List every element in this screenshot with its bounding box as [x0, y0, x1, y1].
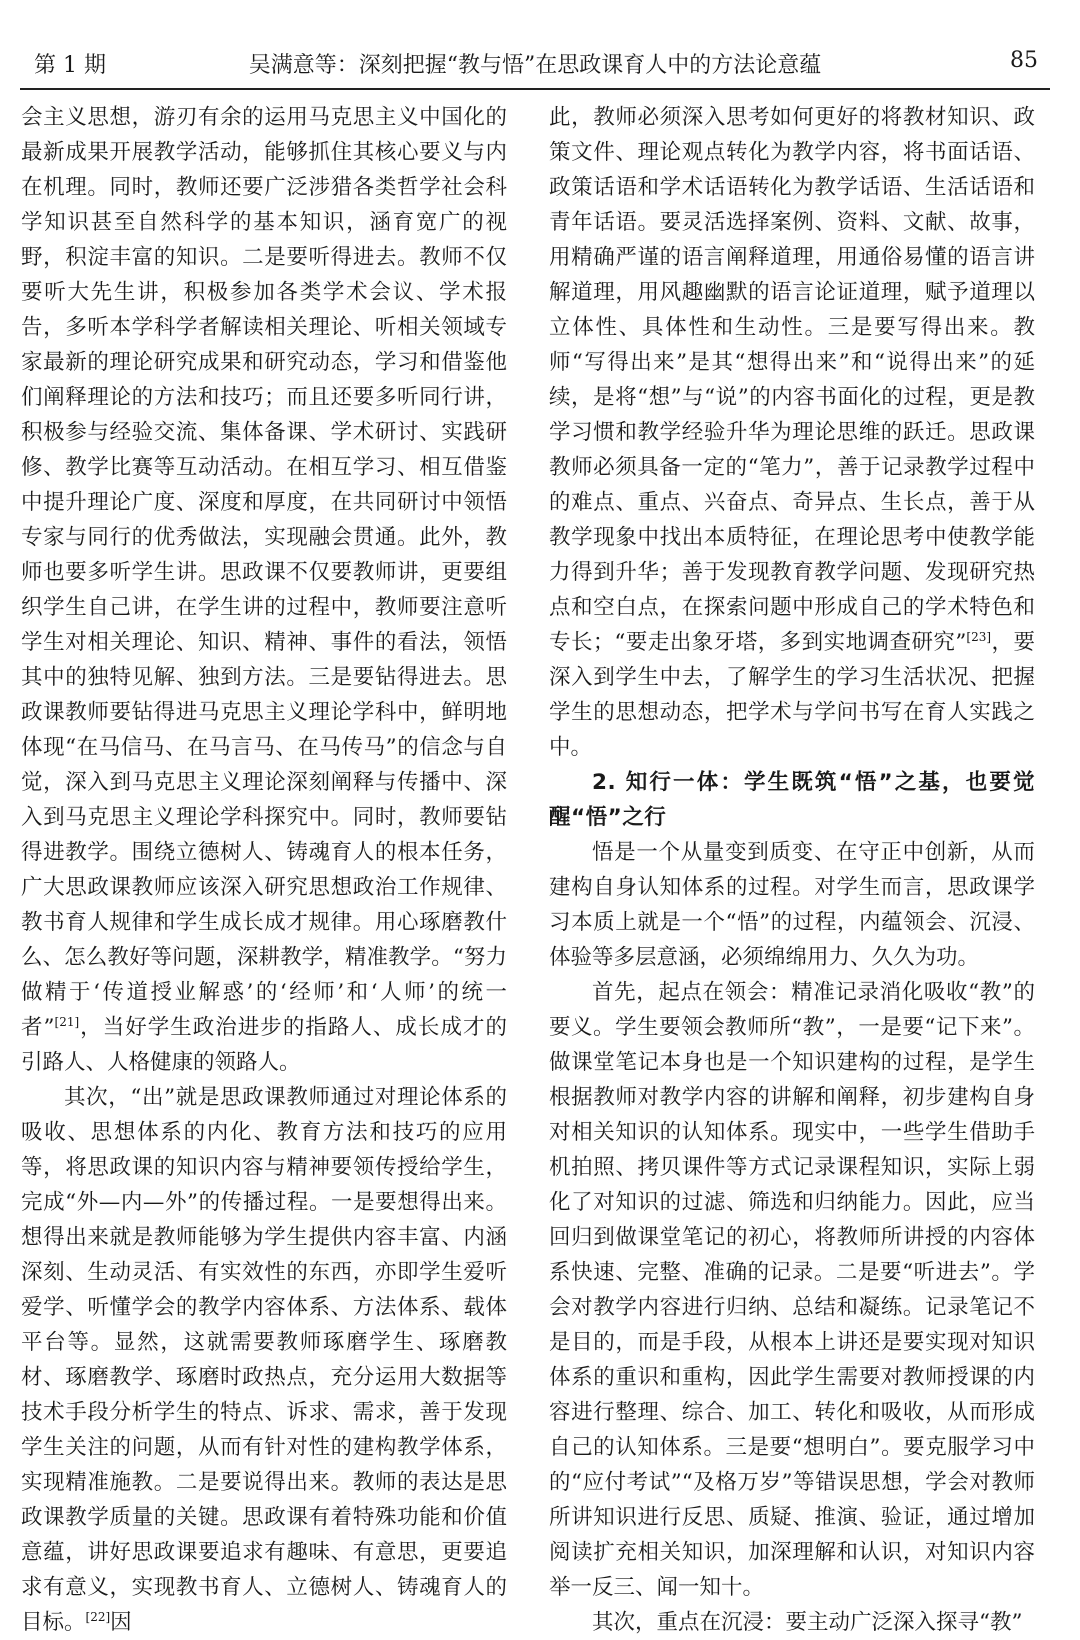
paragraph-continued — [549, 100, 1035, 765]
reference-marker: [22] — [85, 1609, 111, 1624]
paragraph: 其次，重点在沉浸：要主动广泛深入探寻“教” — [592, 1610, 1023, 1635]
running-title: 吴满意等：深刻把握“教与悟”在思政课育人中的方法论意蕴 — [248, 53, 822, 78]
page-number: 85 — [1010, 48, 1038, 73]
reference-marker: [23] — [966, 629, 992, 644]
paragraph-text: 此，教师必须深入思考如何更好的将教材知识、政策文件、理论观点转化为教学内容，将书面话语、政策话语和学术话语转化为教学话语、生活话语和青年话语。要灵活选择案例、资料、文献、故事，用精确严谨的语言阐释道理，用通俗易懂的语言讲解道理，用风趣幽默的语言论证道理，赋予道理以立体性、具体性和生动性。三是要写得出来。教师“写得出来”是其“想得出来”和“说得出来”的延续，是将“想”与“说”的内容书面化的过程，更是教学习惯和教学经验升华为理论思维的跃迁。思政课教师必须具备一定的“笔力”，善于记录教学过程中的难点、重点、兴奋点、奇异点、生长点，善于从教学现象中找出本质特征，在理论思考中使教学能力得到升华；善于发现教育教学问题、发现研究热点和空白点，在探索问题中形成自己的学术特色和专长；“要走出象牙塔，多到实地调查研究” — [549, 105, 1035, 655]
left-column — [21, 100, 507, 1635]
issue-label: 第 1 期 — [34, 53, 106, 78]
paragraph-text: 因 — [110, 1610, 132, 1635]
paragraph-text: 会主义思想，游刃有余的运用马克思主义中国化的最新成果开展教学活动，能够抓住其核心要义与内在机理。同时，教师还要广泛涉猎各类哲学社会科学知识甚至自然科学的基本知识，涵育宽广的视野，积淀丰富的知识。二是要听得进去。教师不仅要听大先生讲，积极参加各类学术会议、学术报告，多听本学科学者解读相关理论、听相关领域专家最新的理论研究成果和研究动态，学习和借鉴他们阐释理论的方法和技巧；而且还要多听同行讲，积极参与经验交流、集体备课、学术研讨、实践研修、教学比赛等互动活动。在相互学习、相互借鉴中提升理论广度、深度和厚度，在共同研讨中领悟专家与同行的优秀做法，实现融会贯通。此外，教师也要多听学生讲。思政课不仅要教师讲，更要组织学生自己讲，在学生讲的过程中，教师要注意听学生对相关理论、知识、精神、事件的看法，领悟其中的独特见解、独到方法。三是要钻得进去。思政课教师要钻得进马克思主义理论学科中，鲜明地体现“在马信马、在马言马、在马传马”的信念与自觉，深入到马克思主义理论深刻阐释与传播中、深入到马克思主义理论学科探究中。同时，教师要钻得进教学。围绕立德树人、铸魂育人的根本任务，广大思政课教师应该深入研究思想政治工作规律、教书育人规律和学生成长成才规律。用心琢磨教什么、怎么教好等问题，深耕教学，精准教学。“努力做精于‘传道授业解惑’的‘经师’和‘人师’的统一者” — [21, 105, 507, 1040]
paragraph-continued — [21, 100, 507, 1080]
paragraph-text: 其次，“出”就是思政课教师通过对理论体系的吸收、思想体系的内化、教育方法和技巧的应用等，将思政课的知识内容与精神要领传授给学生，完成“外—内—外”的传播过程。一是要想得出来。想得出来就是教师能够为学生提供内容丰富、内涵深刻、生动灵活、有实效性的东西，亦即学生爱听爱学、听懂学会的教学内容体系、方法体系、载体平台等。显然，这就需要教师琢磨学生、琢磨教材、琢磨教学、琢磨时政热点，充分运用大数据等技术手段分析学生的特点、诉求、需求，善于发现学生关注的问题，从而有针对性的建构教学体系，实现精准施教。二是要说得出来。教师的表达是思政课教学质量的关键。思政课有着特殊功能和价值意蕴，讲好思政课要追求有趣味、有意思，更要追求有意义，实现教书育人、立德树人、铸魂育人的目标。 — [21, 1085, 507, 1635]
running-header — [20, 40, 1050, 90]
right-column — [549, 100, 1035, 1635]
paragraph — [21, 1080, 507, 1640]
section-heading — [549, 765, 1035, 835]
section-heading-text: 2. 知行一体：学生既筑“悟”之基，也要觉醒“悟”之行 — [549, 770, 1035, 830]
reference-marker: [21] — [54, 1014, 80, 1029]
paragraph: 首先，起点在领会：精准记录消化吸收“教”的要义。学生要领会教师所“教”，一是要“记下来”。做课堂笔记本身也是一个知识建构的过程，是学生根据教师对教学内容的讲解和阐释，初步建构自身对相关知识的认知体系。现实中，一些学生借助手机拍照、拷贝课件等方式记录课程知识，实际上弱化了对知识的过滤、筛选和归纳能力。因此，应当回归到做课堂笔记的初心，将教师所讲授的内容体系快速、完整、准确的记录。二是要“听进去”。学会对教学内容进行归纳、总结和凝练。记录笔记不是目的，而是手段，从根本上讲还是要实现对知识体系的重识和重构，因此学生需要对教师授课的内容进行整理、综合、加工、转化和吸收，从而形成自己的认知体系。三是要“想明白”。要克服学习中的“应付考试”“及格万岁”等错误思想，学会对教师所讲知识进行反思、质疑、推演、验证，通过增加阅读扩充相关知识，加深理解和认识，对知识内容举一反三、闻一知十。 — [549, 980, 1035, 1600]
paragraph: 悟是一个从量变到质变、在守正中创新，从而建构自身认知体系的过程。对学生而言，思政课学习本质上就是一个“悟”的过程，内蕴领会、沉浸、体验等多层意涵，必须绵绵用力、久久为功。 — [549, 840, 1035, 970]
paragraph-text: ，当好学生政治进步的指路人、成长成才的引路人、人格健康的领路人。 — [21, 1015, 507, 1075]
paragraph-text: ，要深入到学生中去，了解学生的学习生活状况、把握学生的思想动态，把学术与学问书写在育人实践之中。 — [549, 630, 1035, 760]
